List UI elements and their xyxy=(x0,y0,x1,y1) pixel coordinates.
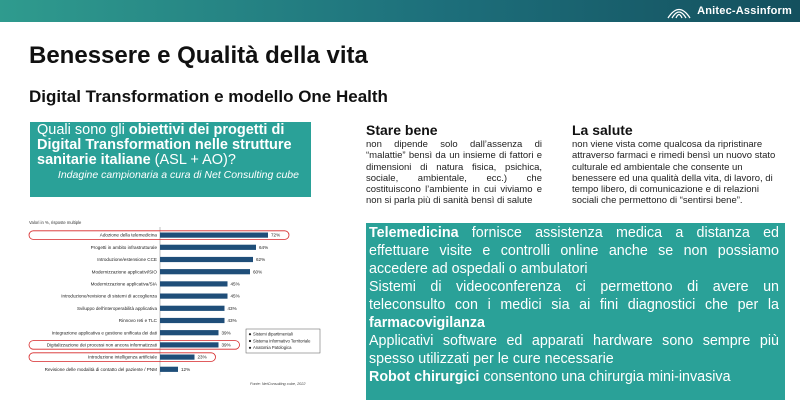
brand-emblem-icon xyxy=(666,3,692,19)
info-robot-bold: Robot chirurgici xyxy=(369,369,480,385)
objectives-bar-chart xyxy=(28,216,328,388)
chart-value-label: 62% xyxy=(256,257,266,263)
chart-category-label: Integrazione applicativa e gestione unificata dei dati xyxy=(51,330,157,336)
brand-name: Anitec-Assinform xyxy=(697,5,792,17)
chart-legend-item: Anatomia Patologica xyxy=(253,345,292,351)
info-telemedicina xyxy=(369,224,779,278)
info-robot-text: consentono una chirurgia mini-invasiva xyxy=(479,369,731,385)
info-telemedicina-bold: Telemedicina xyxy=(369,225,459,241)
la-salute-text: non viene vista come qualcosa da ripristinare attraverso farmaci e rimedi bensì un nuovo stato culturale ed ambientale che consente un benessere ed una qualità della vita, di lavoro, di tempo libero, di comunicazione e di relazioni sociali che permettono di “sentirsi bene”. xyxy=(572,139,776,207)
chart-value-label: 39% xyxy=(221,342,231,348)
chart-category-label: Progetti in ambito infrastrutturale xyxy=(90,244,157,250)
chart-bar xyxy=(160,233,268,238)
chart-category-label: Sviluppo dell'interoperabilità applicativa xyxy=(76,305,157,311)
chart-category-label: Introduzione/estensione CCE xyxy=(97,257,157,263)
chart-bar xyxy=(160,269,250,274)
info-videoconferenza-text: Sistemi di videoconferenza ci permettono di avere un teleconsulto con i medici sia ai fini diagnostici che per la xyxy=(369,279,779,313)
info-videoconferenza xyxy=(369,278,779,332)
chart-legend-bullet xyxy=(249,347,251,349)
chart-value-label: 23% xyxy=(197,354,207,360)
survey-question xyxy=(37,123,305,168)
question-suffix: (ASL + AO)? xyxy=(150,152,236,168)
chart-category-label: Rinnovo reti e TLC xyxy=(118,318,157,324)
chart-bar xyxy=(160,294,228,299)
chart-value-label: 45% xyxy=(230,293,240,299)
chart-legend-bullet xyxy=(249,333,251,335)
chart-bar xyxy=(160,367,178,372)
la-salute-heading: La salute xyxy=(572,122,633,138)
chart-bar xyxy=(160,306,225,311)
chart-legend-bullet xyxy=(249,340,251,342)
chart-bar xyxy=(160,257,253,262)
chart-category-label: Modernizzazione applicativi/SIO xyxy=(91,269,157,275)
chart-source: Fonte: NetConsulting cube, 2022 xyxy=(250,382,306,386)
chart-bar xyxy=(160,342,219,347)
chart-legend-item: Sistema informativo Territoriale xyxy=(253,338,311,344)
chart-bar xyxy=(160,330,219,335)
survey-note: Indagine campionaria a cura di Net Consulting cube xyxy=(57,169,299,181)
chart-value-label: 43% xyxy=(227,305,237,311)
chart-value-label: 45% xyxy=(230,281,240,287)
info-robot xyxy=(369,368,779,386)
info-farmacovigilanza-bold: farmacovigilanza xyxy=(369,315,486,331)
stare-bene-text: non dipende solo dall’assenza di “malattie” bensì da un insieme di fattori e dimensioni di natura fisica, psichica, sociale, ambientale, ecc.) che costituiscono l’ambiente in cui viviamo e non si parla più di sanità bensì di salute xyxy=(366,139,542,207)
chart-value-label: 43% xyxy=(227,318,237,324)
chart-category-label: Adozione della telemedicina xyxy=(99,232,157,238)
survey-question-box xyxy=(30,122,311,197)
page-title: Benessere e Qualità della vita xyxy=(29,42,368,69)
chart-value-label: 39% xyxy=(221,330,231,336)
one-health-info-box xyxy=(366,223,785,400)
chart-category-label: Introduzione/revisione di sistemi di accoglienza xyxy=(61,293,157,299)
chart-value-label: 12% xyxy=(181,366,191,372)
chart-bar xyxy=(160,355,195,360)
info-applicativi-text: Applicativi software ed apparati hardware sono sempre più spesso utilizzati per le cure necessarie xyxy=(369,333,779,367)
chart-category-label: Revisione delle modalità di contatto del paziente / PNM xyxy=(44,366,157,372)
chart-svg xyxy=(28,216,328,388)
chart-legend-item: Sistemi dipartimentali xyxy=(253,331,293,337)
info-applicativi xyxy=(369,332,779,368)
chart-bar xyxy=(160,245,256,250)
brand-logo xyxy=(666,0,792,22)
question-bold: obiettivi dei progetti di Digital Transformation nelle strutture sanitarie italiane xyxy=(37,122,292,168)
chart-value-label: 72% xyxy=(271,232,281,238)
chart-bar xyxy=(160,281,228,286)
header-bar xyxy=(0,0,800,22)
chart-category-label: Digitalizzazione dei processi non ancora informatizzati xyxy=(46,342,157,348)
chart-header: Valori in %, risposte multiple xyxy=(29,220,82,225)
chart-category-label: Modernizzazione applicativa/SIA xyxy=(90,281,157,287)
stare-bene-heading: Stare bene xyxy=(366,122,438,138)
chart-category-label: Introduzione intelligenza artificiale xyxy=(88,354,157,360)
info-telemedicina-text: fornisce assistenza medica a distanza ed effettuare visite e controlli online anche se non possiamo accedere ad ospedali o ambulatori xyxy=(369,225,779,277)
question-prefix: Quali sono gli xyxy=(37,122,129,138)
chart-value-label: 60% xyxy=(253,269,263,275)
page-subtitle: Digital Transformation e modello One Health xyxy=(29,87,388,106)
chart-bar xyxy=(160,318,225,323)
chart-value-label: 64% xyxy=(259,244,269,250)
